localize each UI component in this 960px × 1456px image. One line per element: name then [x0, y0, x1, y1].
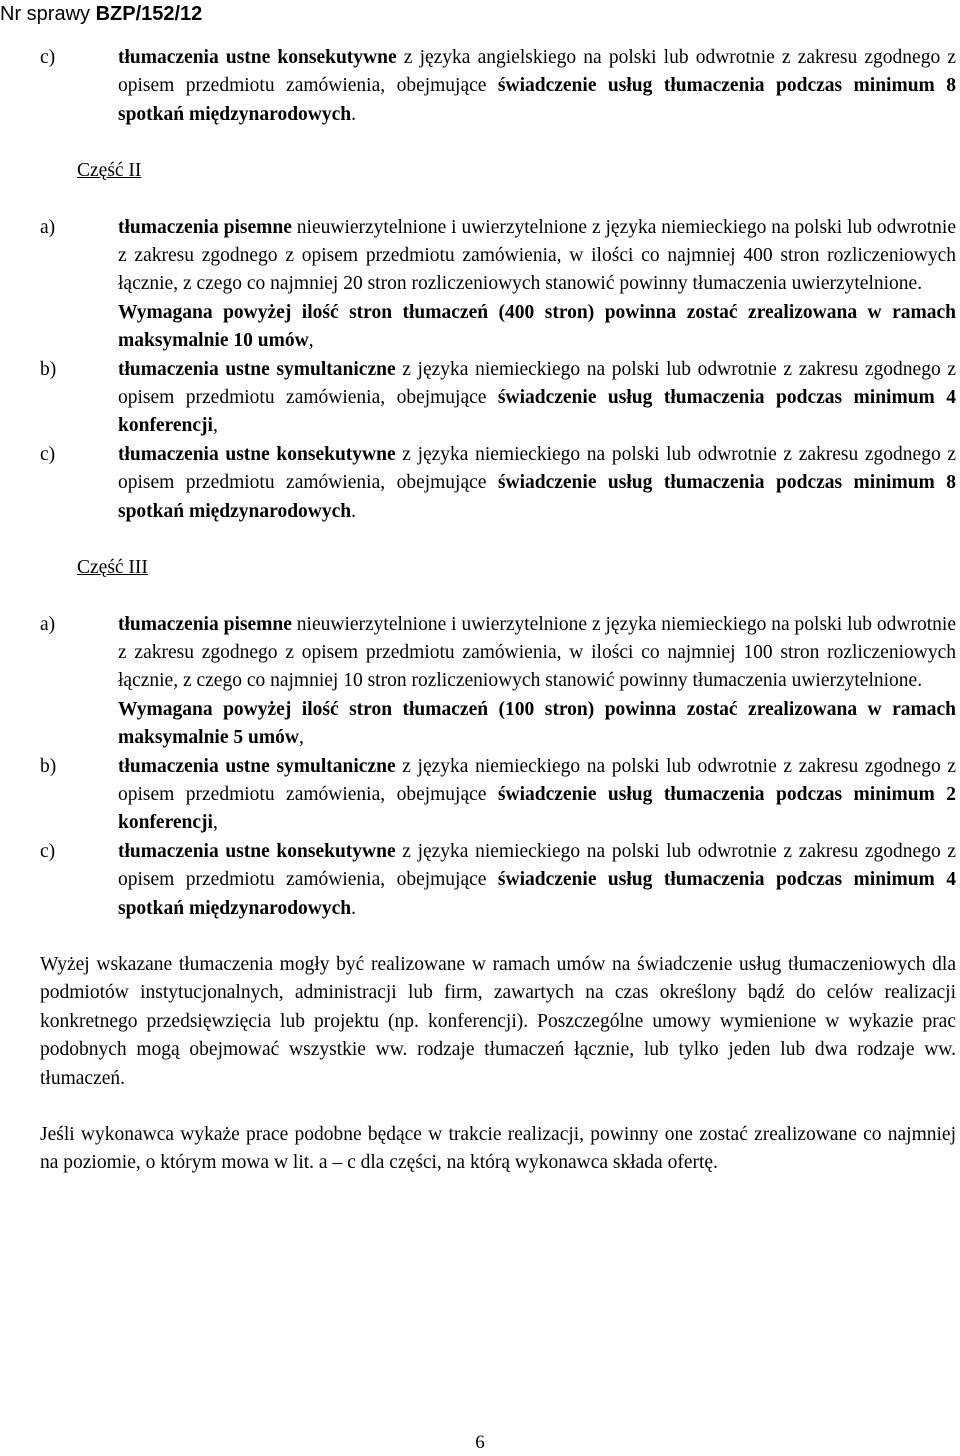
paragraph-translation-scope: Wyżej wskazane tłumaczenia mogły być realizowane w ramach umów na świadczenie usług tłumaczeniowych dla podmiotów instytucjonalnych, administracji lub firm, zawartych na czas określony bądź do celów realizacji konkretnego przedsięwzięcia lub projektu (np. konferencji). Poszczególne umowy wymienione w wykazie prac podobnych mogą obejmować wszystkie ww. rodzaje tłumaczeń łącznie, lub tylko jeden lub dwa rodzaje ww. tłumaczeń.: [40, 953, 956, 1089]
item-bold-end: świadczenie usług tłumaczenia podczas minimum 8 spotkań międzynarodowych: [118, 472, 956, 522]
item-tail: .: [351, 500, 357, 522]
requirement-tail: ,: [298, 727, 304, 749]
item-bold-start: tłumaczenia pisemne: [118, 613, 292, 635]
item-bold-start: tłumaczenia pisemne: [118, 216, 292, 238]
item-tail: .: [351, 103, 357, 125]
item-bold-end: świadczenie usług tłumaczenia podczas minimum 4 spotkań międzynarodowych: [118, 869, 956, 919]
item-label: c): [40, 47, 56, 68]
item-bold-start: tłumaczenia ustne konsekutywne: [118, 47, 397, 68]
item-label: b): [40, 755, 57, 777]
item-tail: ,: [212, 415, 218, 437]
item-bold-start: tłumaczenia ustne konsekutywne: [118, 443, 396, 465]
item-label: c): [40, 840, 56, 862]
requirement-text: Wymagana powyżej ilość stron tłumaczeń (100 stron) powinna zostać zrealizowana w ramach maksymalnie 5 umów: [118, 698, 956, 749]
case-number-prefix: Nr sprawy: [0, 3, 96, 25]
section-title-part3: Część III: [77, 557, 148, 579]
item-text: z języka niemieckiego na polski lub odwrotnie z zakresu zgodnego z opisem przedmiotu zamówienia, obejmujące: [118, 755, 956, 805]
part3-requirement-note: [40, 696, 956, 753]
part2-item-a: [40, 214, 956, 299]
requirement-text: Wymagana powyżej ilość stron tłumaczeń (400 stron) powinna zostać zrealizowana w ramach maksymalnie 10 umów: [118, 301, 956, 352]
item-text: z języka niemieckiego na polski lub odwrotnie z zakresu zgodnego z opisem przedmiotu zamówienia, obejmujące: [118, 840, 956, 891]
section-title-part2: Część II: [77, 160, 142, 182]
document-body: [40, 44, 956, 1178]
item-bold-end: świadczenie usług tłumaczenia podczas minimum 8 spotkań międzynarodowych: [118, 75, 956, 125]
item-text: z języka niemieckiego na polski lub odwrotnie z zakresu zgodnego z opisem przedmiotu zamówienia, obejmujące: [118, 443, 956, 494]
part3-item-a: [40, 611, 956, 696]
item-bold-start: tłumaczenia ustne konsekutywne: [118, 840, 396, 862]
item-bold-start: tłumaczenia ustne symultaniczne: [118, 358, 396, 380]
item-text: nieuwierzytelnione i uwierzytelnione z języka niemieckiego na polski lub odwrotnie z zakresu zgodnego z opisem przedmiotu zamówienia, w ilości co najmniej 100 stron rozliczeniowych łącznie, z czego co najmniej 10 stron rozliczeniowych stanowić powinny tłumaczenia uwierzytelnione.: [118, 613, 956, 692]
page-number: 6: [475, 1432, 485, 1453]
item-label: a): [40, 216, 56, 238]
item-bold-end: świadczenie usług tłumaczenia podczas minimum 2 konferencji: [118, 783, 956, 834]
part3-item-b: [40, 753, 956, 838]
part2-item-c: [40, 441, 956, 526]
item-text: z języka niemieckiego na polski lub odwrotnie z zakresu zgodnego z opisem przedmiotu zamówienia, obejmujące: [118, 358, 956, 409]
part2-item-b: [40, 356, 956, 441]
part2-requirement-note: [40, 299, 956, 356]
case-number-value: BZP/152/12: [95, 3, 203, 25]
case-number-header: [0, 0, 202, 28]
paragraph-ongoing-works: Jeśli wykonawca wykaże prace podobne będące w trakcie realizacji, powinny one zostać zrealizowane co najmniej na poziomie, o którym mowa w lit. a – c dla części, na którą wykonawca składa ofertę.: [40, 1124, 956, 1174]
item-label: b): [40, 358, 57, 380]
item-label: c): [40, 443, 56, 465]
item-tail: .: [351, 897, 357, 919]
item-label: a): [40, 613, 56, 635]
item-bold-start: tłumaczenia ustne symultaniczne: [118, 755, 396, 777]
item-text: nieuwierzytelnione i uwierzytelnione z języka niemieckiego na polski lub odwrotnie z zakresu zgodnego z opisem przedmiotu zamówienia, w ilości co najmniej 400 stron rozliczeniowych łącznie, z czego co najmniej 20 stron rozliczeniowych stanowić powinny tłumaczenia uwierzytelnione.: [118, 216, 956, 295]
item-text: z języka angielskiego na polski lub odwrotnie z zakresu zgodnego z opisem przedmiotu zamówienia, obejmujące: [118, 47, 956, 97]
requirement-tail: ,: [308, 330, 314, 352]
item-tail: ,: [212, 812, 218, 834]
part3-item-c: [40, 838, 956, 923]
item-bold-end: świadczenie usług tłumaczenia podczas minimum 4 konferencji: [118, 387, 956, 437]
part1-item-c: [40, 44, 956, 129]
